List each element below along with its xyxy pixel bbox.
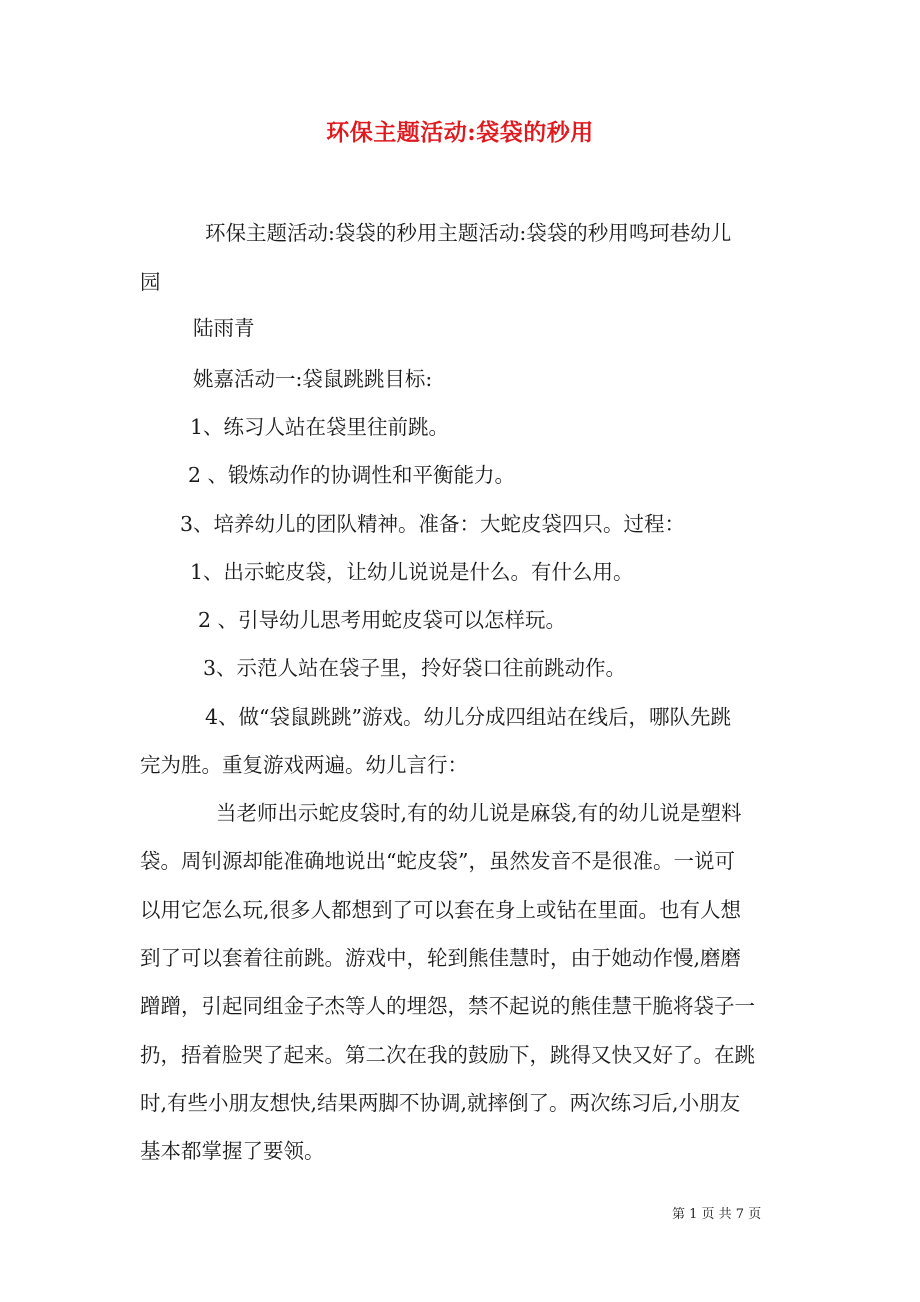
paragraph-line: 当老师出示蛇皮袋时,有的幼儿说是麻袋,有的幼儿说是塑料: [216, 801, 742, 825]
process-item: 2 、引导幼儿思考用蛇皮袋可以怎样玩。: [198, 608, 567, 632]
activity-heading: 姚嘉活动一:袋鼠跳跳目标:: [193, 367, 433, 391]
goal-item: 2 、锻炼动作的协调性和平衡能力。: [188, 463, 516, 487]
document-title: 环保主题活动:袋袋的秒用: [326, 119, 594, 146]
goal-item: 1、练习人站在袋里往前跳。: [190, 415, 450, 439]
author-name: 陆雨青: [193, 316, 255, 340]
paragraph-line: 以用它怎么玩,很多人都想到了可以套在身上或钻在里面。也有人想: [140, 898, 742, 922]
paragraph-line: 到了可以套着往前跳。游戏中，轮到熊佳慧时，由于她动作慢,磨磨: [140, 946, 742, 970]
page-number: 第 1 页 共 7 页: [672, 1207, 762, 1222]
paragraph-line: 完为胜。重复游戏两遍。幼儿言行：: [140, 753, 468, 777]
goal-item: 3、培养幼儿的团队精神。准备：大蛇皮袋四只。过程：: [180, 512, 686, 536]
paragraph-line: 时,有些小朋友想快,结果两脚不协调,就摔倒了。两次练习后,小朋友: [140, 1091, 741, 1115]
paragraph-line: 环保主题活动:袋袋的秒用主题活动:袋袋的秒用鸣珂巷幼儿: [205, 221, 732, 245]
paragraph-line: 蹭蹭，引起同组金子杰等人的埋怨，禁不起说的熊佳慧干脆将袋子一: [140, 994, 755, 1018]
paragraph-line: 袋。周钊源却能准确地说出“蛇皮袋”，虽然发音不是很准。一说可: [140, 849, 735, 873]
process-item: 4、做“袋鼠跳跳”游戏。幼儿分成四组站在线后，哪队先跳: [205, 705, 732, 729]
paragraph-line: 扔，捂着脸哭了起来。第二次在我的鼓励下，跳得又快又好了。在跳: [140, 1043, 755, 1067]
paragraph-line: 园: [140, 270, 161, 294]
paragraph-line: 基本都掌握了要领。: [140, 1139, 325, 1163]
process-item: 3、示范人站在袋子里，拎好袋口往前跳动作。: [203, 656, 627, 680]
process-item: 1、出示蛇皮袋，让幼儿说说是什么。有什么用。: [190, 560, 634, 584]
